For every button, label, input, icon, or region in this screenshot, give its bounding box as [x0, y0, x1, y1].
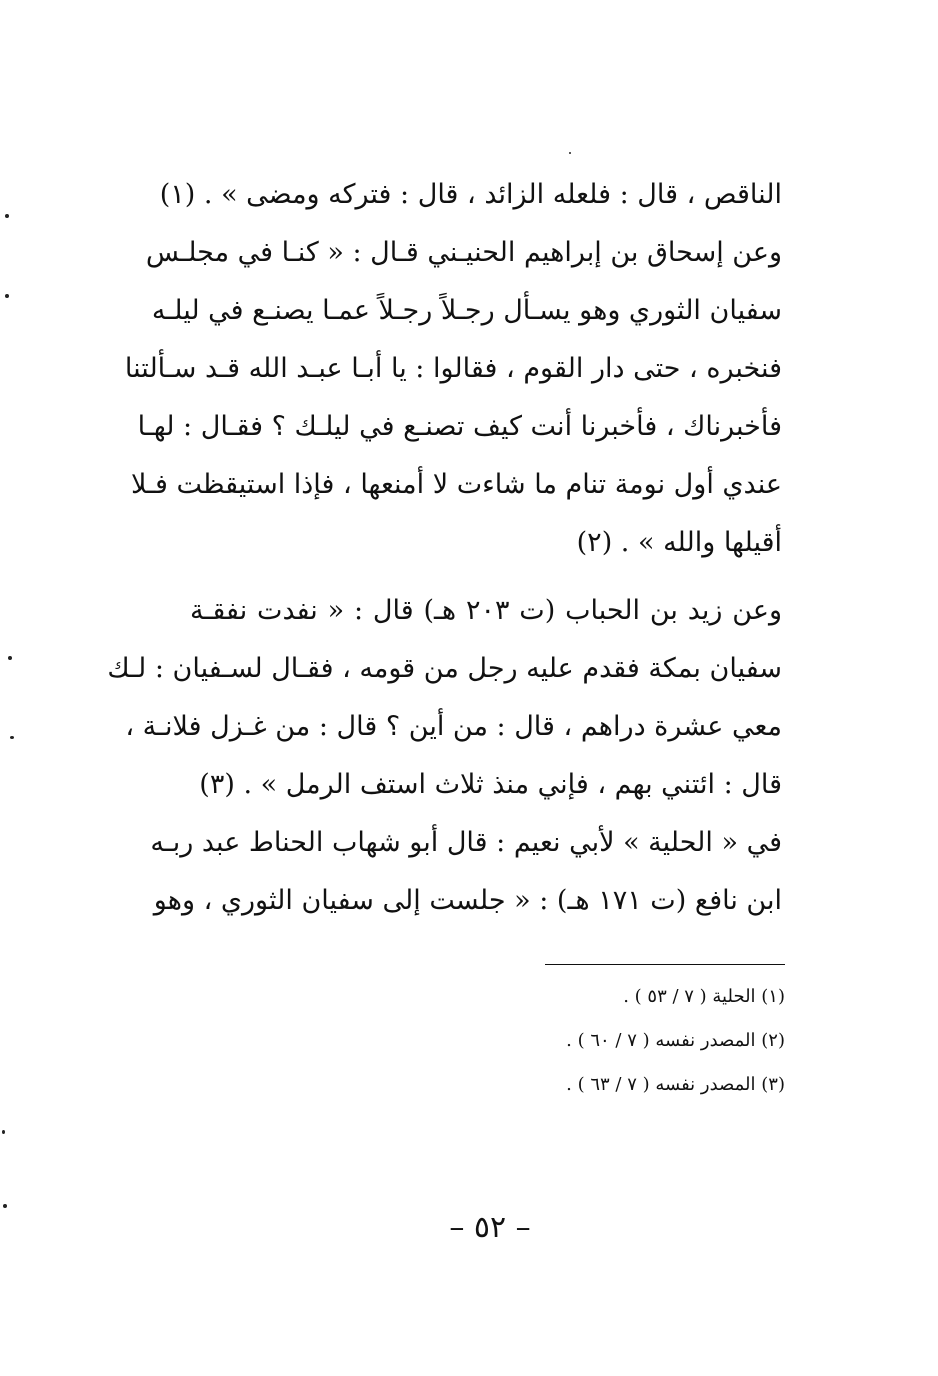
scan-speck [8, 656, 12, 660]
text-line-13: ابن نافع (ت ١٧١ هـ) : « جلست إلى سفيان الثوري ، وهو [153, 885, 782, 916]
page-number: – ٥٢ – [449, 1210, 531, 1245]
text-line-9: سفيان بمكة فقدم عليه رجل من قومه ، فقـال لسـفيان : لـك [107, 653, 782, 684]
text-line-6: عندي أول نومة تنام ما شاءت لا أمنعها ، فإذا استيقظت فـلا [130, 469, 782, 500]
text-line-2: وعن إسحاق بن إبراهيم الحنيـني قـال : « كنـا في مجلـس [145, 237, 782, 268]
text-line-3: سفيان الثوري وهو يسـأل رجـلاً رجـلاً عمـا يصنـع في ليلـه [151, 295, 782, 326]
scan-speck [2, 1130, 5, 1134]
scan-speck [5, 214, 9, 218]
text-line-4: فنخبره ، حتى دار القوم ، فقالوا : يا أبـا عبـد الله قـد سـألتنا [124, 353, 782, 384]
scan-speck [569, 152, 571, 154]
text-line-1: الناقص ، قال : فلعله الزائد ، قال : فتركه ومضى » . (١) [159, 179, 782, 210]
text-line-10: معي عشرة دراهم ، قال : من أين ؟ قال : من غـزل فلانـة ، [125, 711, 782, 742]
footnote-1: (١) الحلية ( ٧ / ٥٣ ) . [623, 986, 785, 1007]
text-line-8: وعن زيد بن الحباب (ت ٢٠٣ هـ) قال : « نفدت نفقـة [190, 595, 782, 626]
footnote-divider [545, 964, 785, 965]
footnote-3: (٣) المصدر نفسه ( ٧ / ٦٣ ) . [566, 1074, 785, 1095]
text-line-5: فأخبرناك ، فأخبرنا أنت كيف تصنـع في ليلـك ؟ فقـال : لهـا [137, 411, 782, 442]
text-line-7: أقيلها والله » . (٢) [576, 527, 782, 558]
main-text [107, 166, 782, 930]
scan-speck [10, 736, 14, 739]
text-line-11: قال : ائتني بهم ، فإني منذ ثلاث استف الرمل » . (٣) [199, 769, 782, 800]
footnote-2: (٢) المصدر نفسه ( ٧ / ٦٠ ) . [566, 1030, 785, 1051]
text-line-12: في « الحلية » لأبي نعيم : قال أبو شهاب الحناط عبد ربـه [150, 827, 782, 858]
footnotes [420, 975, 785, 1107]
scan-speck [5, 294, 9, 298]
scan-speck [3, 1204, 7, 1208]
